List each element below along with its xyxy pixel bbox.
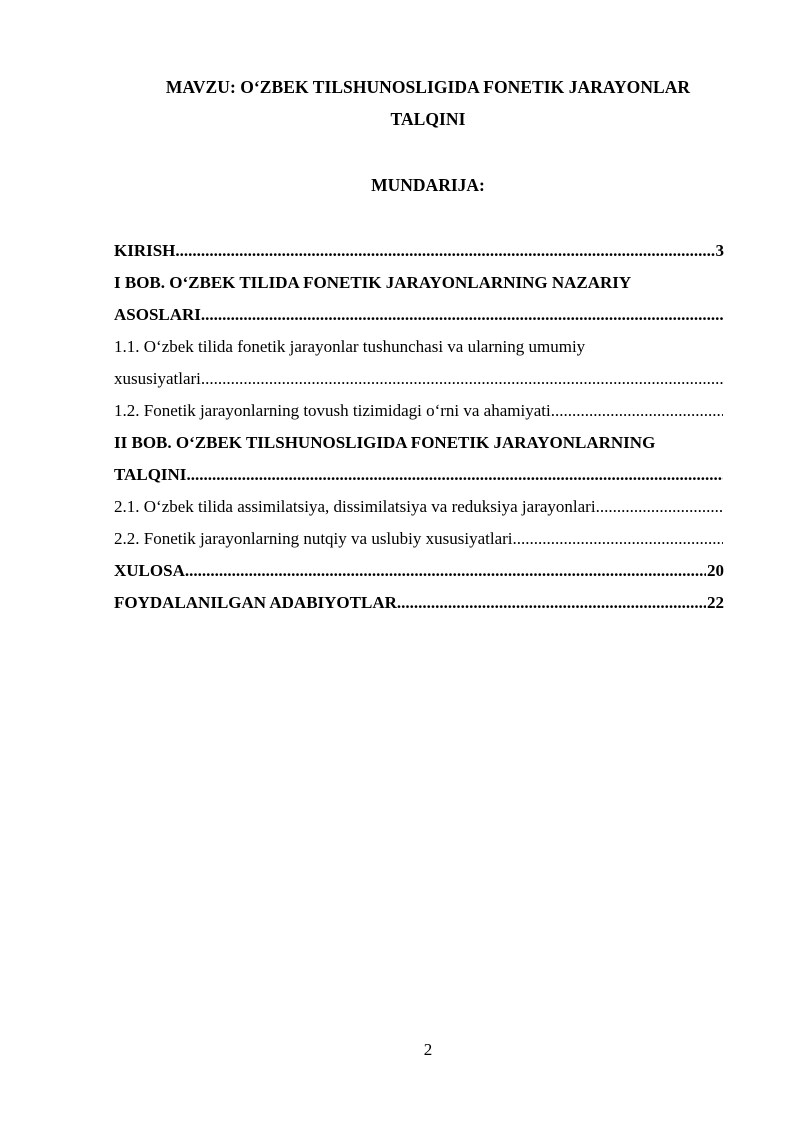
toc-entry-leader-row xyxy=(114,235,724,267)
toc-entry-leader-row xyxy=(114,555,724,587)
toc-entry xyxy=(114,299,724,331)
toc-entry-leader-row xyxy=(114,299,724,331)
toc-entry-leader-row xyxy=(114,523,724,555)
document-title-line-1: MAVZU: O‘ZBEK TILSHUNOSLIGIDA FONETIK JARAYONLAR xyxy=(165,77,691,97)
toc-heading: MUNDARIJA: xyxy=(371,175,485,195)
toc-dot-leader xyxy=(201,363,723,395)
toc-entry xyxy=(114,331,724,363)
toc-entry-label: xususiyatlari xyxy=(114,369,201,388)
page-number: 2 xyxy=(423,1040,433,1059)
toc-entry xyxy=(114,363,724,395)
toc-entry xyxy=(114,267,724,299)
document-title-line-2: TALQINI xyxy=(390,109,466,129)
toc-entry-leader-row xyxy=(114,491,724,523)
toc-entry-label: I BOB. O‘ZBEK TILIDA FONETIK JARAYONLARNING NAZARIY xyxy=(114,273,632,292)
toc-entry-label: 2.1. O‘zbek tilida assimilatsiya, dissimilatsiya va reduksiya jarayonlari xyxy=(114,497,596,516)
toc-entry-page: 22 xyxy=(707,593,724,612)
table-of-contents xyxy=(114,235,724,619)
toc-entry xyxy=(114,459,724,491)
toc-entry-leader-row xyxy=(114,459,724,491)
toc-entry-label: FOYDALANILGAN ADABIYOTLAR xyxy=(114,593,397,612)
toc-entry xyxy=(114,491,724,523)
toc-entry xyxy=(114,523,724,555)
toc-entry-leader-row xyxy=(114,395,724,427)
toc-entry-label: ASOSLARI xyxy=(114,305,201,324)
toc-entry-page: 20 xyxy=(707,561,724,580)
toc-entry-page: 3 xyxy=(715,241,724,260)
toc-entry-label: II BOB. O‘ZBEK TILSHUNOSLIGIDA FONETIK JARAYONLARNING xyxy=(114,433,656,452)
toc-dot-leader xyxy=(551,395,723,427)
toc-entry-label: 1.1. O‘zbek tilida fonetik jarayonlar tushunchasi va ularning umumiy xyxy=(114,337,586,356)
toc-entry xyxy=(114,587,724,619)
toc-entry-label: XULOSA xyxy=(114,561,185,580)
toc-entry xyxy=(114,395,724,427)
toc-dot-leader xyxy=(185,555,706,587)
toc-dot-leader xyxy=(201,299,723,331)
toc-dot-leader xyxy=(186,459,723,491)
toc-entry-leader-row xyxy=(114,363,724,395)
toc-entry-label: KIRISH xyxy=(114,241,176,260)
toc-entry xyxy=(114,235,724,267)
toc-entry-leader-row xyxy=(114,587,724,619)
toc-dot-leader xyxy=(397,587,706,619)
toc-dot-leader xyxy=(596,491,723,523)
toc-entry xyxy=(114,427,724,459)
toc-entry-label: 1.2. Fonetik jarayonlarning tovush tizimidagi o‘rni va ahamiyati xyxy=(114,401,551,420)
toc-entry-label: 2.2. Fonetik jarayonlarning nutqiy va uslubiy xususiyatlari xyxy=(114,529,513,548)
toc-entry-label: TALQINI xyxy=(114,465,187,484)
toc-entry xyxy=(114,555,724,587)
toc-dot-leader xyxy=(513,523,723,555)
toc-dot-leader xyxy=(175,235,714,267)
